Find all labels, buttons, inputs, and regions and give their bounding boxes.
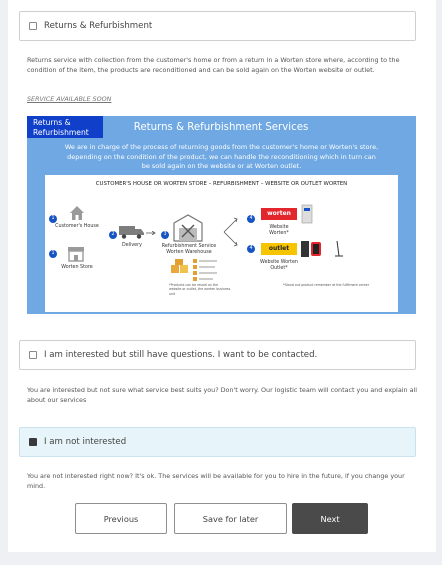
boxes-icon — [171, 259, 189, 275]
website-outlet-label: Website Worten Outlet* — [260, 260, 298, 271]
infographic-subtitle: We are in charge of the process of returning goods from the customer's home or Worten's store, depending on the condition of the product, we can handle the reconditioning which in turn can be sold again on the website or at Worten outlet. — [64, 143, 379, 170]
interested-description: You are interested but not sure what service best suits you? Don't worry. Our logistic team will contact you and explain all about our services — [27, 386, 418, 404]
infographic-footnote: *Stand out product remember at the fulfilment center — [283, 283, 370, 287]
not-interested-description: You are not interested right now? It's ok. The services will be available for you to hire in the future, if you change your mind. — [27, 472, 405, 490]
appliance-icon — [301, 204, 313, 224]
infographic-badge: Returns & Refurbishment — [27, 116, 103, 138]
panel-title: CUSTOMER'S HOUSE OR WORTEN STORE – REFURBISHMENT – WEBSITE OR OUTLET WORTEN — [95, 181, 348, 187]
customer-house-label: Customer's House — [55, 224, 99, 229]
outlet-logo: outlet — [261, 243, 297, 255]
returns-infographic — [27, 116, 416, 314]
legend-note: *Products can be resold on the website or outlet, the worten business unit — [169, 283, 231, 296]
worten-store-label: Worten Store — [61, 265, 93, 270]
infographic-panel — [45, 175, 398, 312]
option-returns-label: Returns & Refurbishment — [44, 21, 153, 31]
truck-icon — [119, 225, 145, 239]
option-not-interested-label: I am not interested — [44, 437, 127, 447]
next-button[interactable]: Next — [292, 503, 368, 534]
checkbox-not-interested[interactable] — [29, 438, 37, 446]
products-icon — [301, 239, 351, 259]
checkbox-returns[interactable] — [29, 22, 37, 30]
split-arrows-icon — [223, 215, 239, 249]
save-for-later-button[interactable]: Save for later — [174, 503, 287, 534]
refurbishment-label: Refurbishment Service Worten Warehouse — [161, 244, 217, 255]
step-2-badge: 2 — [109, 231, 117, 239]
warehouse-icon — [173, 214, 203, 242]
step-3-badge: 3 — [161, 231, 169, 239]
step-1-badge: 1 — [49, 215, 57, 223]
arrow-right-icon — [146, 231, 156, 235]
option-returns-refurbishment[interactable] — [19, 11, 416, 41]
returns-description: Returns service with collection from the customer's home or from a return in a Worten store where, according to the condition of the item, the products are reconditioned and can be sold again on the Worten website or outlet. — [27, 56, 400, 74]
step-1-store-badge: 1 — [49, 250, 57, 258]
step-4-outlet-badge: 4 — [247, 245, 255, 253]
house-icon — [69, 205, 85, 221]
checkbox-interested[interactable] — [29, 351, 37, 359]
infographic-title: Returns & Refurbishment Services — [133, 122, 309, 133]
option-not-interested[interactable] — [19, 427, 416, 457]
worten-logo: worten — [261, 208, 297, 220]
option-interested-contact[interactable] — [19, 340, 416, 370]
previous-button[interactable]: Previous — [75, 503, 167, 534]
store-icon — [67, 246, 85, 262]
step-4-website-badge: 4 — [247, 215, 255, 223]
website-worten-label: Website Worten* — [269, 225, 289, 236]
service-soon-label: SERVICE AVAILABLE SOON — [27, 95, 112, 103]
option-interested-label: I am interested but still have questions. I want to be contacted. — [44, 350, 318, 360]
delivery-label: Delivery — [122, 243, 142, 248]
status-legend — [193, 259, 225, 281]
